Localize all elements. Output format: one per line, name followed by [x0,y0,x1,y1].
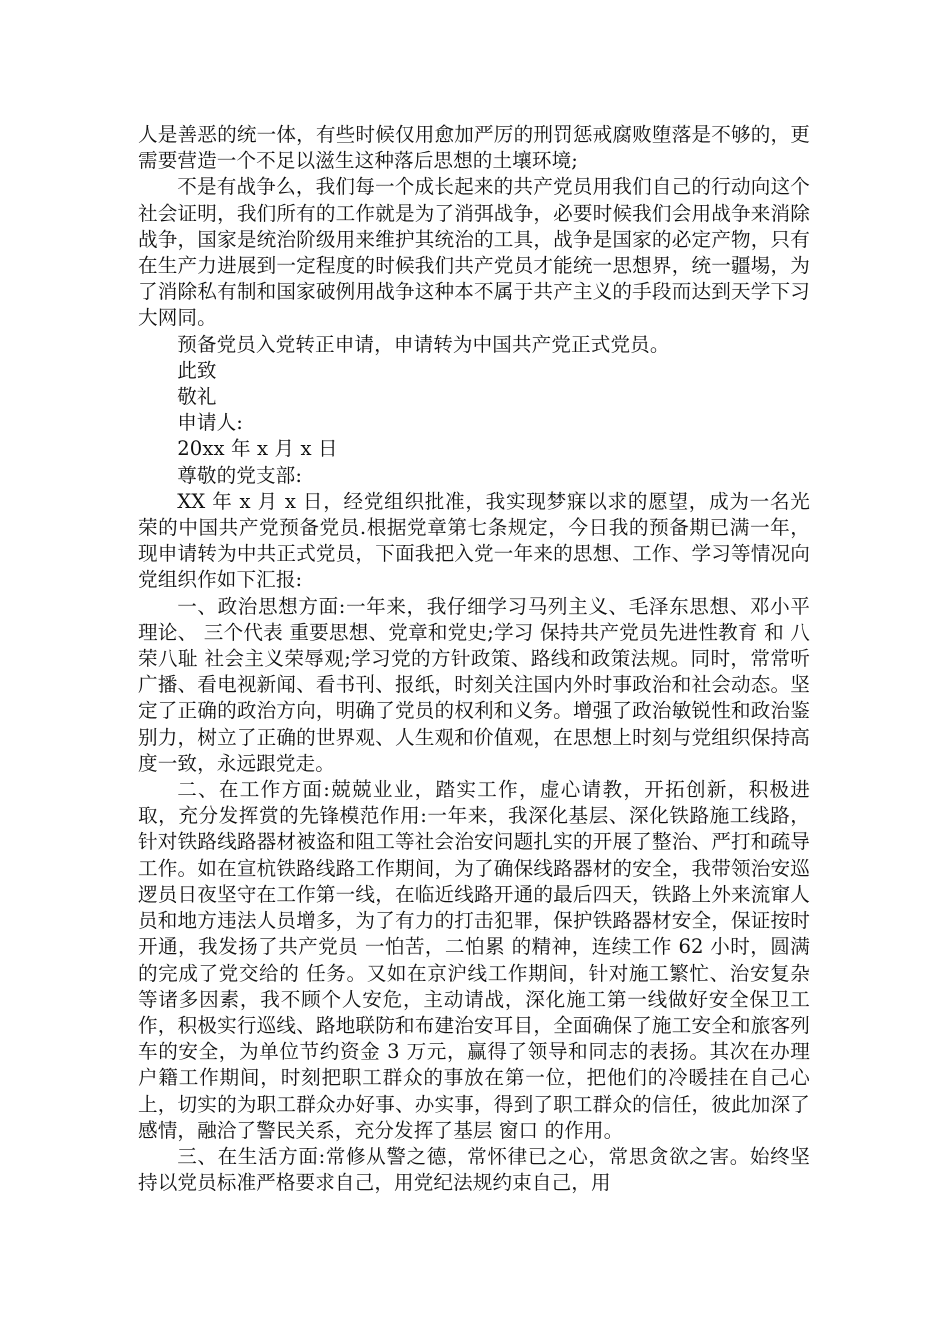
paragraph-political: 一、政治思想方面:一年来，我仔细学习马列主义、毛泽东思想、邓小平理论、 三个代表 重要思想、党章和党史;学习 保持共产党员先进性教育 和 八荣八耻 社会主义荣辱观;学习党的方针政策、路线和政策法规。同时，常常听广播、看电视新闻、看书刊、报纸，时刻关注国内外时事政治和社会动态。坚定了正确的政治方向，明确了党员的权利和义务。增强了政治敏锐性和政治鉴别力，树立了正确的世界观、人生观和价值观，在思想上时刻与党组织保持高度一致，永远跟党走。 [138,594,810,775]
applicant-line: 申请人: [177,411,243,435]
date-line: 20xx 年 x 月 x 日 [177,437,338,461]
paragraph-2: 不是有战争么，我们每一个成长起来的共产党员用我们自己的行动向这个社会证明，我们所有的工作就是为了消弭战争，必要时候我们会用战争来消除战争，国家是统治阶级用来维护其统治的工具，战争是国家的必定产物，只有在生产力进展到一定程度的时候我们共产党员才能统一思想界，统一疆埸，为了消除私有制和国家破例用战争这种本不属于共产主义的手段而达到天学下习大网同。 [138,175,810,330]
paragraph-life: 三、在生活方面:常修从警之德，常怀律已之心，常思贪欲之害。始终坚持以党员标准严格要求自己，用党纪法规约束自己，用 [138,1144,810,1195]
greeting-line: 尊敬的党支部: [177,463,303,487]
paragraph-3: 预备党员入党转正申请，申请转为中国共产党正式党员。 [177,332,670,356]
paragraph-work: 二、在工作方面:兢兢业业，踏实工作，虚心请教，开拓创新，积极进取，充分发挥赏的先锋模范作用:一年来，我深化基层、深化铁路施工线路，针对铁路线路器材被盗和阻工等社会治安问题扎实的开展了整治、严打和疏导工作。如在宣杭铁路线路工作期间，为了确保线路器材的安全，我带领治安巡逻员日夜坚守在工作第一线，在临近线路开通的最后四天，铁路上外来流窜人员和地方违法人员增多，为了有力的打击犯罪，保护铁路器材安全，保证按时开通，我发扬了共产党员 一怕苦，二怕累 的精神，连续工作 62 小时，圆满的完成了党交给的 任务。又如在京沪线工作期间，针对施工繁忙、治安复杂等诸多因素，我不顾个人安危，主动请战，深化施工第一线做好安全保卫工作，积极实行巡线、路地联防和布建治安耳目，全面确保了施工安全和旅客列车的安全，为单位节约资金 3 万元，赢得了领导和同志的表扬。其次在办理户籍工作期间，时刻把职工群众的事放在第一位，把他们的冷暖挂在自己心上，切实的为职工群众办好事、办实事，得到了职工群众的信任，彼此加深了感情，融洽了警民关系，充分发挥了基层 窗口 的作用。 [138,778,810,1142]
closing-salutation-1: 此致 [177,358,217,382]
paragraph-intro: XX 年 x 月 x 日，经党组织批准，我实现梦寐以求的愿望，成为一名光荣的中国共产党预备党员.根据党章第七条规定，今日我的预备期已满一年，现申请转为中共正式党员，下面我把入党一年来的思想、工作、学习等情况向党组织作如下汇报: [138,489,810,592]
closing-salutation-2: 敬礼 [177,385,217,409]
paragraph-1: 人是善恶的统一体，有些时候仅用愈加严厉的刑罚惩戒腐败堕落是不够的，更需要营造一个不足以滋生这种落后思想的土壤环境; [138,123,810,173]
document-body [138,122,810,1196]
